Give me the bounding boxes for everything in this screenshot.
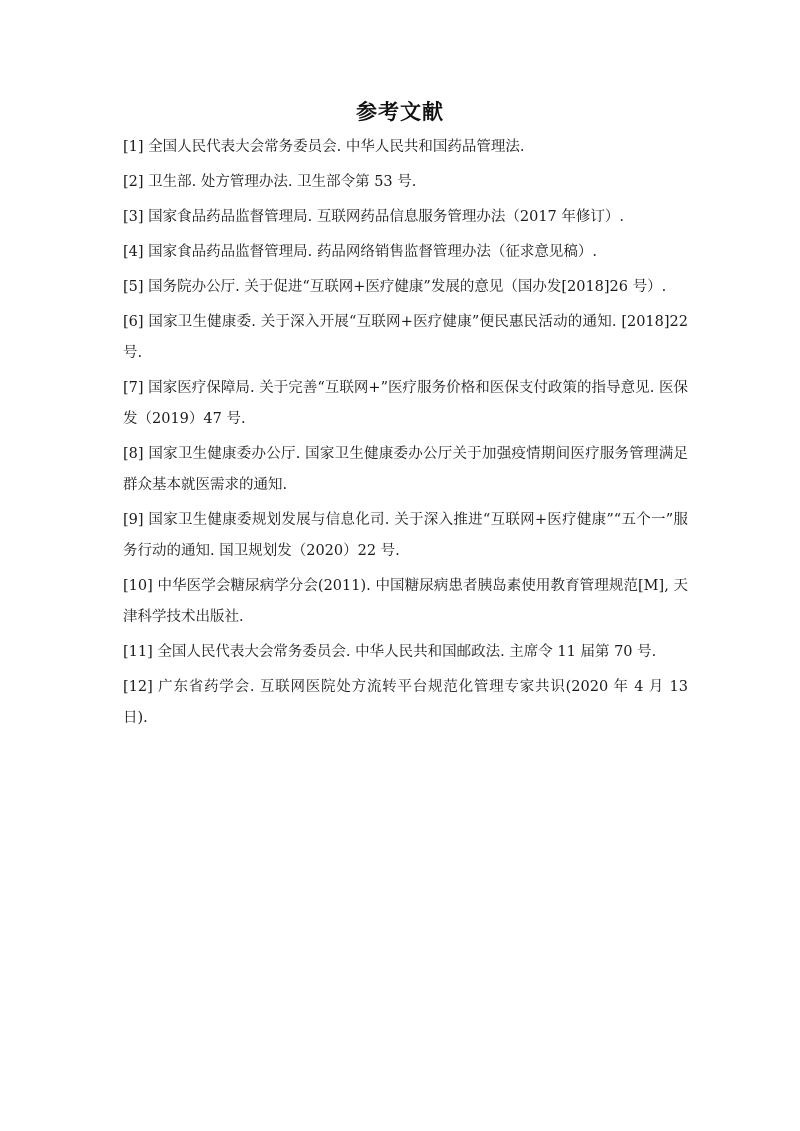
reference-item-12: [12] 广东省药学会. 互联网医院处方流转平台规范化管理专家共识(2020 年 4 月 13 日). xyxy=(123,679,688,726)
reference-item-6: [6] 国家卫生健康委. 关于深入开展“互联网+医疗健康”便民惠民活动的通知. [2018]22 号. xyxy=(123,314,688,361)
reference-item-7: [7] 国家医疗保障局. 关于完善“互联网+”医疗服务价格和医保支付政策的指导意见. 医保发（2019）47 号. xyxy=(123,380,688,427)
reference-item-5: [5] 国务院办公厅. 关于促进“互联网+医疗健康”发展的意见（国办发[2018]26 号）. xyxy=(123,279,667,295)
reference-item-10: [10] 中华医学会糖尿病学分会(2011). 中国糖尿病患者胰岛素使用教育管理规范[M], 天津科学技术出版社. xyxy=(123,578,688,625)
reference-list xyxy=(123,132,688,738)
reference-item-8: [8] 国家卫生健康委办公厅. 国家卫生健康委办公厅关于加强疫情期间医疗服务管理满足群众基本就医需求的通知. xyxy=(123,446,688,493)
reference-item-1: [1] 全国人民代表大会常务委员会. 中华人民共和国药品管理法. xyxy=(123,139,525,155)
reference-item-4: [4] 国家食品药品监督管理局. 药品网络销售监督管理办法（征求意见稿）. xyxy=(123,244,597,260)
reference-item-11: [11] 全国人民代表大会常务委员会. 中华人民共和国邮政法. 主席令 11 届第 70 号. xyxy=(123,644,657,660)
reference-item-3: [3] 国家食品药品监督管理局. 互联网药品信息服务管理办法（2017 年修订）. xyxy=(123,209,624,225)
reference-item-2: [2] 卫生部. 处方管理办法. 卫生部令第 53 号. xyxy=(123,174,417,190)
reference-item-9: [9] 国家卫生健康委规划发展与信息化司. 关于深入推进“互联网+医疗健康”“五个一”服务行动的通知. 国卫规划发（2020）22 号. xyxy=(123,512,688,559)
page-title: 参考文献 xyxy=(356,100,444,124)
